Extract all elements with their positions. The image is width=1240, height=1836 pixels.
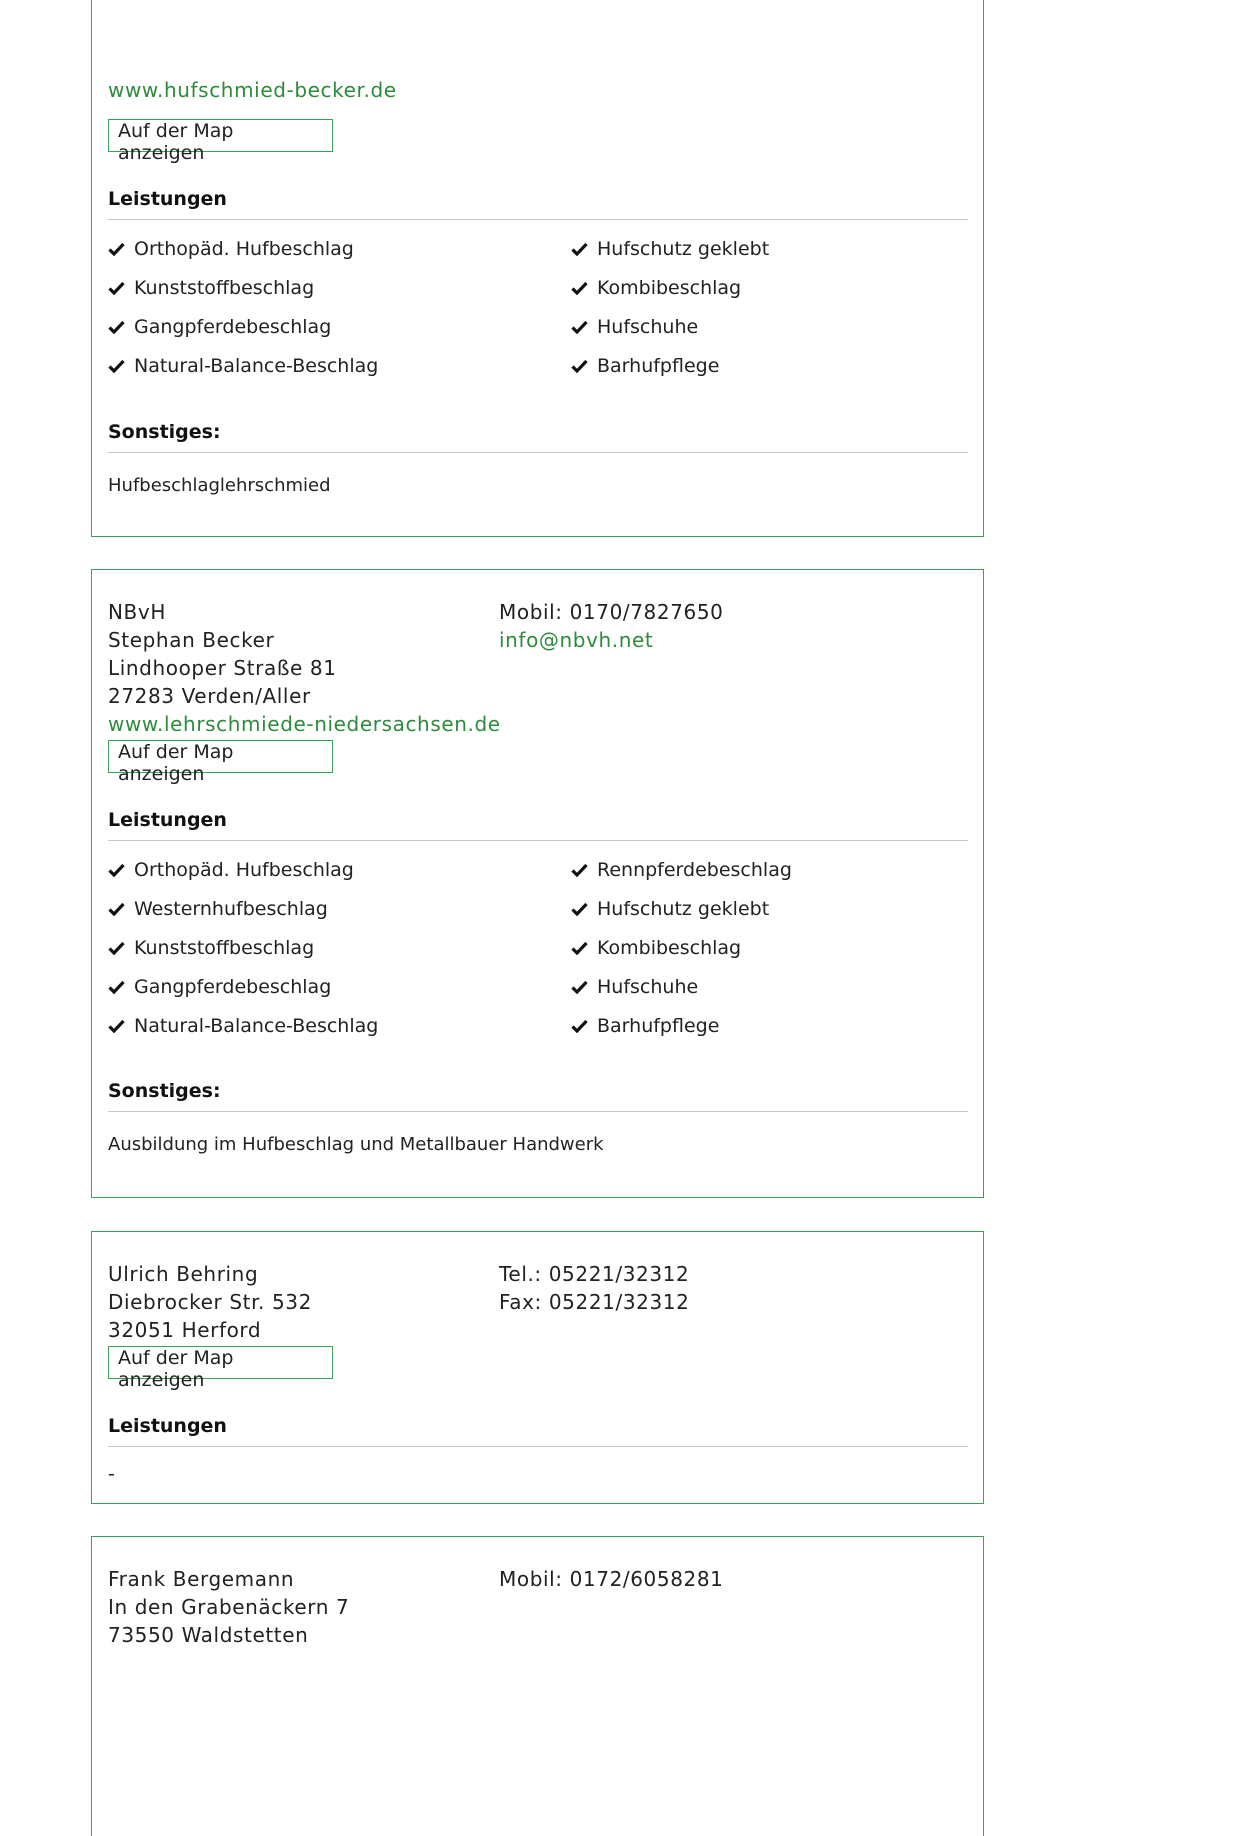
website-link[interactable]: www.hufschmied-becker.de bbox=[108, 78, 397, 102]
service-item: Hufschutz geklebt bbox=[571, 898, 769, 920]
address-line: 32051 Herford bbox=[108, 1318, 262, 1342]
listing-card bbox=[91, 0, 984, 537]
service-item: Barhufpflege bbox=[571, 1015, 719, 1037]
phone-number: Tel.: 05221/32312 bbox=[499, 1262, 690, 1286]
other-text: Ausbildung im Hufbeschlag und Metallbauer Handwerk bbox=[108, 1134, 604, 1155]
checkmark-icon bbox=[571, 980, 588, 994]
show-on-map-button[interactable]: Auf der Map anzeigen bbox=[108, 119, 333, 152]
service-item: Orthopäd. Hufbeschlag bbox=[108, 859, 354, 881]
listing-card bbox=[91, 569, 984, 1198]
service-item: Kombibeschlag bbox=[571, 937, 741, 959]
service-item: Hufschutz geklebt bbox=[571, 238, 769, 260]
show-on-map-button[interactable]: Auf der Map anzeigen bbox=[108, 740, 333, 773]
address-line: Ulrich Behring bbox=[108, 1262, 259, 1286]
checkmark-icon bbox=[108, 980, 125, 994]
fax-number: Fax: 05221/32312 bbox=[499, 1290, 690, 1314]
service-item: Gangpferdebeschlag bbox=[108, 316, 331, 338]
checkmark-icon bbox=[571, 863, 588, 877]
email-link[interactable]: info@nbvh.net bbox=[499, 628, 654, 652]
service-item: Natural-Balance-Beschlag bbox=[108, 1015, 378, 1037]
checkmark-icon bbox=[108, 359, 125, 373]
phone-number: Mobil: 0172/6058281 bbox=[499, 1567, 724, 1591]
address-line: 27283 Verden/Aller bbox=[108, 684, 311, 708]
service-item: Kunststoffbeschlag bbox=[108, 277, 314, 299]
address-line: NBvH bbox=[108, 600, 166, 624]
services-heading: Leistungen bbox=[108, 1415, 968, 1447]
checkmark-icon bbox=[571, 941, 588, 955]
checkmark-icon bbox=[571, 242, 588, 256]
listing-card bbox=[91, 1231, 984, 1504]
service-item: Orthopäd. Hufbeschlag bbox=[108, 238, 354, 260]
other-heading: Sonstiges: bbox=[108, 1080, 968, 1112]
address-line: Diebrocker Str. 532 bbox=[108, 1290, 312, 1314]
services-heading: Leistungen bbox=[108, 188, 968, 220]
service-item: Hufschuhe bbox=[571, 976, 698, 998]
service-item: Barhufpflege bbox=[571, 355, 719, 377]
service-item: Rennpferdebeschlag bbox=[571, 859, 792, 881]
services-heading: Leistungen bbox=[108, 809, 968, 841]
address-line: Stephan Becker bbox=[108, 628, 275, 652]
service-item: Kombibeschlag bbox=[571, 277, 741, 299]
checkmark-icon bbox=[108, 320, 125, 334]
checkmark-icon bbox=[108, 242, 125, 256]
service-item: Hufschuhe bbox=[571, 316, 698, 338]
address-line: Frank Bergemann bbox=[108, 1567, 295, 1591]
service-item: Natural-Balance-Beschlag bbox=[108, 355, 378, 377]
checkmark-icon bbox=[571, 902, 588, 916]
phone-number: Mobil: 0170/7827650 bbox=[499, 600, 724, 624]
checkmark-icon bbox=[571, 359, 588, 373]
checkmark-icon bbox=[108, 902, 125, 916]
service-item: Kunststoffbeschlag bbox=[108, 937, 314, 959]
checkmark-icon bbox=[108, 863, 125, 877]
checkmark-icon bbox=[108, 281, 125, 295]
checkmark-icon bbox=[571, 281, 588, 295]
address-line: 73550 Waldstetten bbox=[108, 1623, 309, 1647]
address-line: In den Grabenäckern 7 bbox=[108, 1595, 350, 1619]
checkmark-icon bbox=[108, 1019, 125, 1033]
other-heading: Sonstiges: bbox=[108, 421, 968, 453]
other-text: Hufbeschlaglehrschmied bbox=[108, 475, 331, 496]
checkmark-icon bbox=[571, 1019, 588, 1033]
website-link[interactable]: www.lehrschmiede-niedersachsen.de bbox=[108, 712, 501, 736]
services-empty: - bbox=[108, 1463, 115, 1485]
service-item: Gangpferdebeschlag bbox=[108, 976, 331, 998]
address-line: Lindhooper Straße 81 bbox=[108, 656, 337, 680]
show-on-map-button[interactable]: Auf der Map anzeigen bbox=[108, 1346, 333, 1379]
checkmark-icon bbox=[108, 941, 125, 955]
listing-card bbox=[91, 1536, 984, 1836]
service-item: Westernhufbeschlag bbox=[108, 898, 328, 920]
checkmark-icon bbox=[571, 320, 588, 334]
